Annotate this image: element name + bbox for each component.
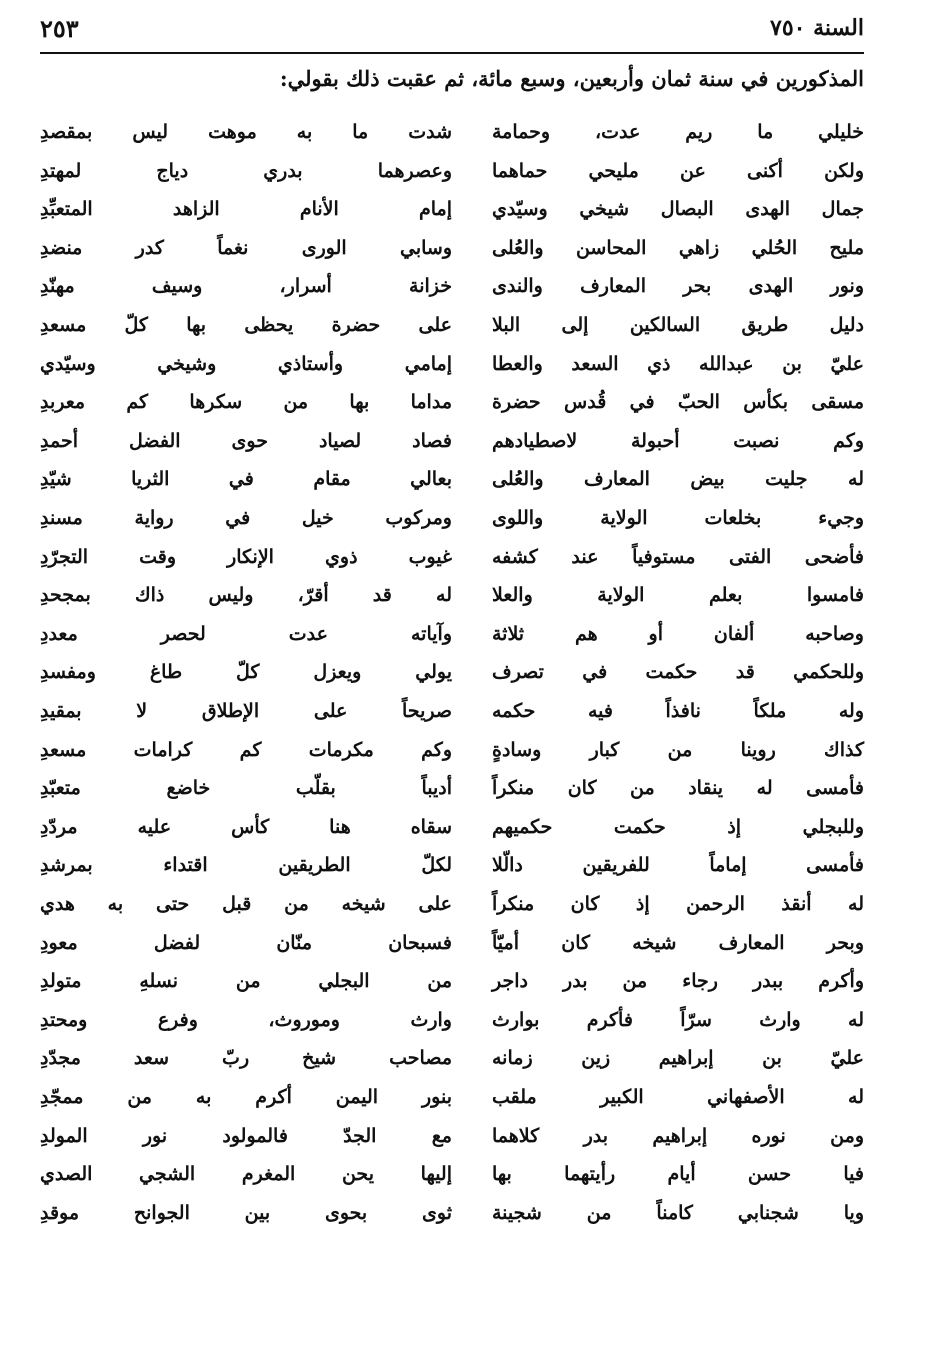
verse-first-hemistich: وللبجلي إذ حكمت حكميهم (492, 815, 864, 838)
verse-first-hemistich: وجيء بخلعات الولاية واللوى (492, 507, 864, 529)
verse-second-hemistich: سقاه هنا كأس عليه مردّدِ (40, 815, 452, 838)
verse-second-hemistich: وارث وموروث، وفرع ومحتدِ (40, 1008, 452, 1031)
verse-first-hemistich: وأكرم ببدر رجاء من بدر داجر (492, 970, 864, 993)
verse-first-hemistich: وبحر المعارف شيخه كان أميّاً (492, 931, 864, 954)
verse-first-hemistich: مسقى بكأس الحبّ في قُدس حضرة (492, 391, 864, 414)
verse-second-hemistich: مع الجدّ فالمولود نور المولدِ (40, 1124, 452, 1147)
verse-line (0, 1002, 950, 1039)
verse-line (0, 230, 950, 267)
verse-second-hemistich: بنور اليمن أكرم به من ممجّدِ (40, 1086, 452, 1108)
verse-first-hemistich: وكم نصبت أحبولة لاصطيادهم (492, 429, 864, 452)
verse-first-hemistich: ولكن أكنى عن مليحي حماهما (492, 159, 864, 182)
verse-second-hemistich: بعالي مقام في الثريا شيّدِ (40, 468, 452, 491)
verse-second-hemistich: شدت ما به موهت ليس بمقصدِ (40, 121, 452, 143)
verse-line (0, 1118, 950, 1155)
verse-first-hemistich: كذاك روينا من كبار وسادةٍ (492, 738, 864, 761)
verse-second-hemistich: غيوب ذوي الإنكار وقت التجرّدِ (40, 545, 452, 568)
verse-first-hemistich: وللحكمي قد حكمت في تصرف (492, 661, 864, 684)
verse-first-hemistich: دليل طريق السالكين إلى البلا (492, 314, 864, 336)
intro-line: المذكورين في سنة ثمان وأربعين، وسبع مائة، ثم عقبت ذلك بقولي: (279, 66, 864, 91)
verse-second-hemistich: إمام الأنام الزاهد المتعبِّدِ (40, 198, 452, 221)
verse-line (0, 1040, 950, 1077)
verse-first-hemistich: عليّ بن عبدالله ذي السعد والعطا (492, 352, 864, 375)
verse-line (0, 847, 950, 884)
verse-line (0, 191, 950, 228)
verse-first-hemistich: وصاحبه ألفان أو هم ثلاثة (492, 622, 864, 645)
verse-second-hemistich: وسابي الورى نغماً كدر منضدِ (40, 236, 452, 259)
verse-first-hemistich: له أنقذ الرحمن إذ كان منكراً (492, 893, 864, 915)
verse-second-hemistich: وآياته عدت لحصر معددِ (40, 622, 452, 645)
verse-line (0, 886, 950, 923)
verse-line (0, 346, 950, 383)
verse-line (0, 268, 950, 305)
header-rule (40, 52, 864, 54)
verse-line (0, 693, 950, 730)
page-header (40, 6, 864, 50)
verse-line (0, 384, 950, 421)
verse-second-hemistich: مصاحب شيخ ربّ سعد مجدّدِ (40, 1047, 452, 1070)
verse-second-hemistich: مداما بها من سكرها كم معربدِ (40, 391, 452, 414)
verse-line (0, 539, 950, 576)
verse-second-hemistich: من البجلي من نسلهِ متولدِ (40, 970, 452, 993)
verse-second-hemistich: أديباً بقلّب خاضع متعبّدِ (40, 777, 452, 800)
verse-first-hemistich: فيا حسن أيام رأيتهما بها (492, 1163, 864, 1186)
verse-second-hemistich: ثوى بحوى بين الجوانح موقدِ (40, 1201, 452, 1224)
running-head: السنة ٧٥٠ (770, 15, 864, 41)
verse-second-hemistich: خزانة أسرار، وسيف مهنّدِ (40, 275, 452, 298)
verse-second-hemistich: على شيخه من قبل حتى به هدي (40, 893, 452, 915)
verse-second-hemistich: وعصرهما بدري دياج لمهتدِ (40, 159, 452, 182)
verse-second-hemistich: فسبحان منّان لفضل معودِ (40, 931, 452, 954)
verse-first-hemistich: خليلي ما ريم عدت، وحمامة (492, 121, 864, 143)
verse-line (0, 1079, 950, 1116)
verse-line (0, 423, 950, 460)
verse-second-hemistich: إمامي وأستاذي وشيخي وسيّدي (40, 352, 452, 375)
verse-first-hemistich: جمال الهدى البصال شيخي وسيّدي (492, 198, 864, 221)
verse-line (0, 732, 950, 769)
verse-second-hemistich: على حضرة يحظى بها كلّ مسعدِ (40, 314, 452, 336)
verse-line (0, 925, 950, 962)
verse-line (0, 577, 950, 614)
verse-first-hemistich: ونور الهدى بحر المعارف والندى (492, 275, 864, 298)
verse-line (0, 114, 950, 151)
verse-line (0, 461, 950, 498)
verse-line (0, 307, 950, 344)
verse-first-hemistich: له الأصفهاني الكبير ملقب (492, 1086, 864, 1108)
verse-first-hemistich: فأمسى له ينقاد من كان منكراً (492, 777, 864, 800)
verse-second-hemistich: ومركوب خيل في رواية مسندِ (40, 507, 452, 529)
verse-line (0, 1195, 950, 1232)
verse-line (0, 500, 950, 537)
verse-line (0, 1156, 950, 1193)
verse-first-hemistich: عليّ بن إبراهيم زين زمانه (492, 1047, 864, 1070)
verse-first-hemistich: ويا شجنابي كامناً من شجينة (492, 1201, 864, 1224)
verse-second-hemistich: إليها يحن المغرم الشجي الصدي (40, 1163, 452, 1186)
verse-second-hemistich: لكلّ الطريقين اقتداء بمرشدِ (40, 854, 452, 877)
verse-first-hemistich: له وارث سرّاً فأكرم بوارث (492, 1008, 864, 1031)
verse-line (0, 153, 950, 190)
page-number: ٢٥٣ (40, 13, 79, 43)
verse-line (0, 809, 950, 846)
verse-first-hemistich: فأضحى الفتى مستوفياً عند كشفه (492, 545, 864, 568)
verse-first-hemistich: فامسوا بعلم الولاية والعلا (492, 584, 864, 607)
verse-second-hemistich: وكم مكرمات كم كرامات مسعدِ (40, 738, 452, 761)
verse-line (0, 654, 950, 691)
verse-second-hemistich: يولي ويعزل كلّ طاغ ومفسدِ (40, 661, 452, 684)
verse-first-hemistich: له جليت بيض المعارف والعُلى (492, 468, 864, 491)
verse-first-hemistich: وله ملكاً نافذاً فيه حكمه (492, 700, 864, 722)
verse-first-hemistich: فأمسى إماماً للفريقين دالّلا (492, 854, 864, 877)
verse-second-hemistich: له قد أقرّ، وليس ذاك بمجحدِ (40, 584, 452, 607)
verse-line (0, 616, 950, 653)
verse-first-hemistich: مليح الحُلي زاهي المحاسن والعُلى (492, 236, 864, 259)
verse-line (0, 770, 950, 807)
verse-second-hemistich: صريحاً على الإطلاق لا بمقيدِ (40, 700, 452, 722)
verse-line (0, 963, 950, 1000)
verse-first-hemistich: ومن نوره إبراهيم بدر كلاهما (492, 1124, 864, 1147)
verse-second-hemistich: فصاد لصياد حوى الفضل أحمدِ (40, 429, 452, 452)
